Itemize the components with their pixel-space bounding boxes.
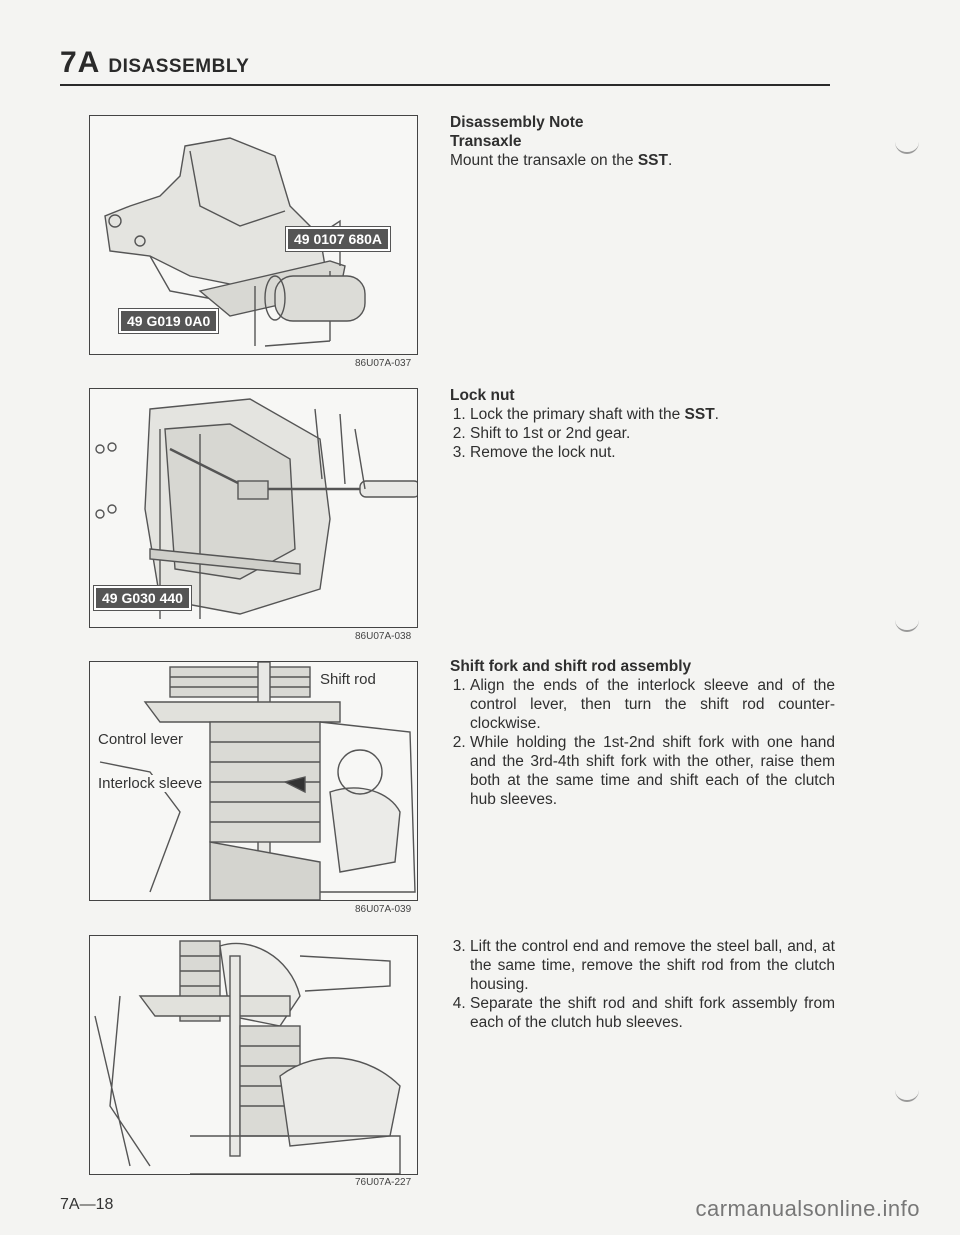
callout-control-lever: Control lever bbox=[98, 731, 184, 748]
figure-code: 76U07A-227 bbox=[355, 1177, 412, 1188]
section-title: DISASSEMBLY bbox=[108, 56, 250, 77]
header-rule bbox=[60, 84, 830, 86]
shift-rod-removal-illustration bbox=[90, 936, 417, 1174]
figure-lock-nut bbox=[89, 388, 418, 628]
margin-mark bbox=[895, 142, 919, 154]
callout-interlock-sleeve: Interlock sleeve bbox=[98, 775, 203, 792]
lock-nut-steps bbox=[450, 405, 835, 462]
callout-shift-rod: Shift rod bbox=[320, 671, 376, 688]
sst-label-0a0: 49 G019 0A0 bbox=[119, 309, 218, 333]
step-item: 2. Shift to 1st or 2nd gear. bbox=[470, 424, 835, 443]
page-header bbox=[60, 46, 249, 80]
sst-label-440: 49 G030 440 bbox=[94, 586, 191, 610]
lock-nut-block bbox=[450, 386, 835, 462]
note-subheading: Transaxle bbox=[450, 133, 522, 150]
watermark: carmanualsonline.info bbox=[695, 1196, 920, 1221]
margin-mark bbox=[895, 620, 919, 632]
step-item: 1. Align the ends of the interlock sleeve and of the control lever, then turn the shift rod counter-clockwise. bbox=[470, 676, 835, 733]
margin-mark bbox=[895, 1090, 919, 1102]
step-item: 3. Lift the control end and remove the steel ball, and, at the same time, remove the shift rod from the clutch housing. bbox=[470, 937, 835, 994]
figure-code: 86U07A-037 bbox=[355, 358, 412, 369]
note-text: Mount the transaxle on the SST. bbox=[450, 152, 673, 169]
lock-nut-heading: Lock nut bbox=[450, 387, 515, 404]
figure-shift-fork bbox=[89, 661, 418, 901]
shift-rod-steps bbox=[450, 937, 835, 1032]
step-item: 3. Remove the lock nut. bbox=[470, 443, 835, 462]
page-number: 7A—18 bbox=[60, 1196, 114, 1213]
figure-transaxle-mount bbox=[89, 115, 418, 355]
figure-shift-rod-removal bbox=[89, 935, 418, 1175]
shift-fork-heading: Shift fork and shift rod assembly bbox=[450, 658, 692, 675]
step-item: 2. While holding the 1st-2nd shift fork with one hand and the 3rd-4th shift fork with the other, raise them both at the same time and shift each of the clutch hub sleeves. bbox=[470, 733, 835, 809]
shift-fork-steps bbox=[450, 676, 835, 809]
shift-fork-block bbox=[450, 657, 835, 809]
section-number: 7A bbox=[60, 46, 101, 79]
step-item: 1. Lock the primary shaft with the SST. bbox=[470, 405, 835, 424]
note-heading: Disassembly Note bbox=[450, 114, 584, 131]
step-item: 4. Separate the shift rod and shift fork assembly from each of the clutch hub sleeves. bbox=[470, 994, 835, 1032]
shift-rod-removal-block bbox=[450, 937, 835, 1032]
figure-code: 86U07A-038 bbox=[355, 631, 412, 642]
sst-label-680a: 49 0107 680A bbox=[286, 227, 390, 251]
figure-code: 86U07A-039 bbox=[355, 904, 412, 915]
disassembly-note-block bbox=[450, 113, 835, 170]
